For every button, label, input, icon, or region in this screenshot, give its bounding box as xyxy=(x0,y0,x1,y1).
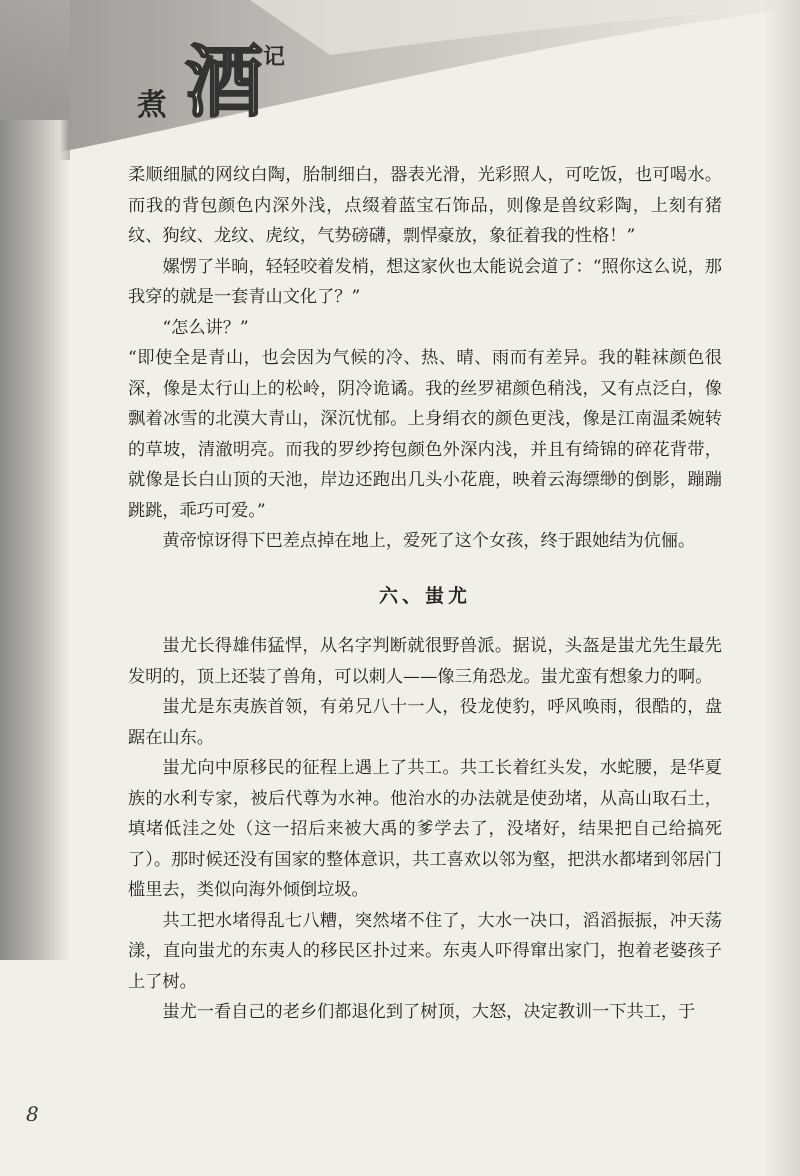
paragraph: 黄帝惊讶得下巴差点掉在地上，爱死了这个女孩，终于跟她结为伉俪。 xyxy=(162,531,696,551)
logo-char-ji: 记 xyxy=(263,44,286,70)
paragraph: 嫘愣了半晌，轻轻咬着发梢，想这家伙也太能说会道了：“照你这么说，那我穿的就是一套青山文化了？” xyxy=(128,256,722,307)
paragraph: 蚩尤一看自己的老乡们都退化到了树顶，大怒，决定教训一下共工，于 xyxy=(162,1002,696,1022)
paragraph: 蚩尤是东夷族首领，有弟兄八十一人，役龙使豹，呼风唤雨，很酷的，盘踞在山东。 xyxy=(128,697,722,748)
paragraph: “即使全是青山，也会因为气候的冷、热、晴、雨而有差异。我的鞋袜颜色很深，像是太行山上的松岭，阴冷诡谲。我的丝罗裙颜色稍浅，又有点泛白，像飘着冰雪的北漠大青山，深沉忧郁。上身绢衣的颜色更浅，像是江南温柔婉转的草坡，清澈明亮。而我的罗纱挎包颜色外深内浅，并且有绮锦的碎花背带，就像是长白山顶的天池，岸边还跑出几头小花鹿，映着云海缥缈的倒影，蹦蹦跳跳，乖巧可爱。” xyxy=(128,348,722,521)
body-text xyxy=(128,160,722,1028)
paragraph: 蚩尤长得雄伟猛悍，从名字判断就很野兽派。据说，头盔是蚩尤先生最先发明的，顶上还装了兽角，可以刺人——像三角恐龙。蚩尤蛮有想象力的啊。 xyxy=(128,636,722,687)
logo-char-jiu: 酒 xyxy=(185,37,264,128)
logo-char-zhu: 煮 xyxy=(137,88,167,123)
paragraph: 共工把水堵得乱七八糟，突然堵不住了，大水一决口，滔滔振振，冲天荡漾，直向蚩尤的东夷人的移民区扑过来。东夷人吓得窜出家门，抱着老婆孩子上了树。 xyxy=(128,910,722,992)
section-heading: 六、蚩尤 xyxy=(378,584,471,607)
left-shade-strip xyxy=(0,120,70,960)
header-swoosh-graphic xyxy=(0,0,800,160)
paragraph: “怎么讲？” xyxy=(162,317,249,338)
paragraph: 柔顺细腻的网纹白陶，胎制细白，器表光滑，光彩照人，可吃饭，也可喝水。而我的背包颜色内深外浅，点缀着蓝宝石饰品，则像是兽纹彩陶，上刻有猪纹、狗纹、龙纹、虎纹，气势磅礴，剽悍豪放，象征着我的性格！” xyxy=(128,165,722,246)
paragraph: 蚩尤向中原移民的征程上遇上了共工。共工长着红头发，水蛇腰，是华夏族的水利专家，被后代尊为水神。他治水的办法就是使劲堵，从高山取石土，填堵低洼之处（这一招后来被大禹的爹学去了，没堵好，结果把自己给搞死了）。那时候还没有国家的整体意识，共工喜欢以邻为壑，把洪水都堵到邻居门槛里去，类似向海外倾倒垃圾。 xyxy=(128,758,722,900)
header-banner xyxy=(0,0,800,160)
page-number: 8 xyxy=(26,1102,39,1126)
series-logo xyxy=(135,20,305,130)
right-page-edge xyxy=(764,0,800,1176)
